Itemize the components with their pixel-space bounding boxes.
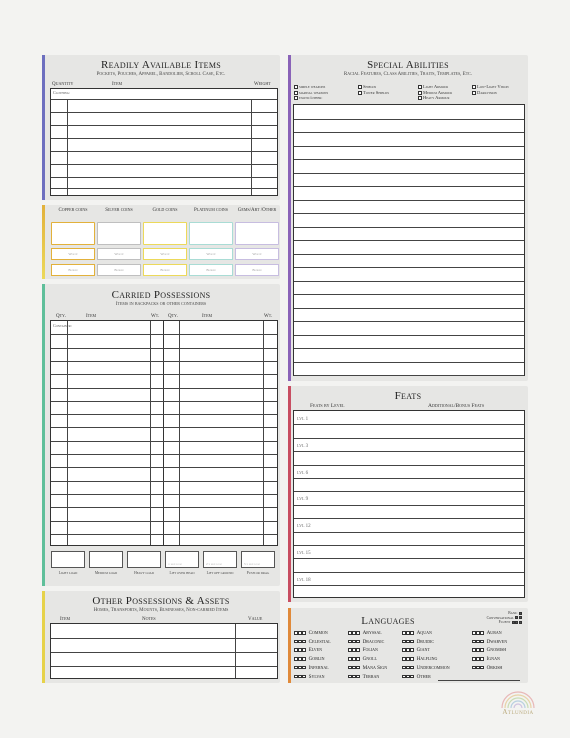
coins-panel xyxy=(42,205,280,279)
language-label: Aquan xyxy=(416,630,432,636)
load-hint: = max load xyxy=(168,562,182,566)
rainbow-arc-icon xyxy=(496,686,540,710)
language-item[interactable] xyxy=(472,656,500,662)
copper-weight[interactable]: Weight xyxy=(51,248,95,260)
legend-marks xyxy=(515,616,522,620)
language-label: Gnomish xyxy=(486,647,507,654)
language-label: Mana Sign xyxy=(362,664,388,671)
language-label: Draconic xyxy=(362,638,385,645)
language-item[interactable] xyxy=(294,665,329,671)
legend-label: Conversational xyxy=(486,615,514,620)
col-quantity: Quantity xyxy=(52,82,74,87)
language-item[interactable] xyxy=(472,639,507,645)
coin-header: Gems/Art /Other xyxy=(237,208,277,213)
feat-level-label: lvl 9 xyxy=(297,497,309,503)
checkbox[interactable] xyxy=(476,666,480,670)
checkbox[interactable] xyxy=(302,631,306,635)
language-item[interactable] xyxy=(402,665,450,671)
legend-marks xyxy=(519,611,523,615)
checkbox[interactable] xyxy=(472,648,476,652)
feats-grid[interactable] xyxy=(293,410,525,598)
panel-title: Carried Possessions xyxy=(111,289,211,301)
proficiency-label: Low-Light Vision xyxy=(477,84,509,89)
checkbox[interactable] xyxy=(406,675,410,679)
checkbox[interactable] xyxy=(294,631,298,635)
silver-field[interactable] xyxy=(97,222,141,245)
col-item: Item xyxy=(60,617,71,622)
checkbox[interactable] xyxy=(406,648,410,652)
checkbox[interactable] xyxy=(294,85,298,89)
checkbox[interactable] xyxy=(294,666,298,670)
coin-header: Copper coins xyxy=(58,208,88,213)
checkbox[interactable] xyxy=(294,96,298,100)
load-label: Light load xyxy=(58,571,78,575)
language-item[interactable] xyxy=(348,665,387,671)
col-qty: Qty. xyxy=(168,314,179,319)
load-label: Push or drag xyxy=(246,571,270,575)
language-label: Dwarven xyxy=(486,638,508,645)
col-notes: Notes xyxy=(142,617,156,622)
checkbox[interactable] xyxy=(298,657,302,661)
languages-panel xyxy=(288,608,528,683)
col-feats-by-level: Feats by Level xyxy=(310,403,345,409)
language-item[interactable] xyxy=(402,630,432,636)
checkbox[interactable] xyxy=(410,675,414,679)
checkbox[interactable] xyxy=(406,657,410,661)
checkbox[interactable] xyxy=(302,666,306,670)
checkbox[interactable] xyxy=(418,85,422,89)
checkbox[interactable] xyxy=(402,657,406,661)
checkbox[interactable] xyxy=(402,648,406,652)
coin-header: Platinum coins xyxy=(193,208,229,213)
language-label: Other xyxy=(416,673,431,680)
checkbox[interactable] xyxy=(472,631,476,635)
checkbox[interactable] xyxy=(294,91,298,95)
checkbox[interactable] xyxy=(298,675,302,679)
checkbox[interactable] xyxy=(476,648,480,652)
checkbox[interactable] xyxy=(348,640,352,644)
checkbox[interactable] xyxy=(356,648,360,652)
gems-banked[interactable]: Banked xyxy=(235,264,279,276)
panel-title: Readily Available Items xyxy=(100,59,221,71)
checkbox[interactable] xyxy=(480,648,484,652)
col-item: Item xyxy=(112,82,123,87)
checkbox[interactable] xyxy=(348,657,352,661)
checkbox[interactable] xyxy=(348,648,352,652)
checkbox[interactable] xyxy=(348,631,352,635)
col-bonus-feats: Additional/Bonus Feats xyxy=(428,403,485,409)
proficiency-label: Darkvision xyxy=(477,89,497,95)
gold-banked[interactable]: Banked xyxy=(143,264,187,276)
panel-title: Languages xyxy=(361,615,415,627)
col-item: Item xyxy=(86,314,97,319)
language-label: Sylvan xyxy=(308,673,325,680)
load-field[interactable] xyxy=(89,551,123,568)
special-abilities-panel xyxy=(288,55,528,381)
checkbox[interactable] xyxy=(472,666,476,670)
checkbox[interactable] xyxy=(480,640,484,644)
proficiency-item[interactable] xyxy=(294,95,323,101)
checkbox[interactable] xyxy=(410,640,414,644)
language-label: Goblin xyxy=(308,656,325,663)
panel-accent xyxy=(288,55,291,381)
load-field[interactable] xyxy=(165,551,199,568)
checkbox[interactable] xyxy=(302,640,306,644)
gold-weight[interactable]: Weight xyxy=(143,248,187,260)
proficiency-item[interactable] xyxy=(472,90,497,96)
panel-subtitle: Homes, Transports, Mounts, Businesses, Non-carried Items xyxy=(93,608,229,613)
platinum-weight[interactable]: Weight xyxy=(189,248,233,260)
copper-banked[interactable]: Banked xyxy=(51,264,95,276)
silver-weight[interactable]: Weight xyxy=(97,248,141,260)
platinum-banked[interactable]: Banked xyxy=(189,264,233,276)
language-item[interactable] xyxy=(472,665,502,671)
panel-subtitle: Pockets, Pouches, Apparel, Bandolier, Scroll Case, Etc. xyxy=(96,72,226,77)
checkbox[interactable] xyxy=(356,640,360,644)
panel-accent xyxy=(288,386,291,602)
checkbox[interactable] xyxy=(406,640,410,644)
brand-name: Atlundia xyxy=(502,708,534,716)
gems-field[interactable] xyxy=(235,222,279,245)
checkbox[interactable] xyxy=(302,648,306,652)
checkbox[interactable] xyxy=(476,640,480,644)
language-item[interactable] xyxy=(348,656,377,662)
checkbox[interactable] xyxy=(472,640,476,644)
proficiency-item[interactable] xyxy=(358,90,389,96)
language-item[interactable] xyxy=(472,630,502,636)
checkbox[interactable] xyxy=(356,675,360,679)
proficiency-label: Heavy Armour xyxy=(423,95,450,101)
copper-field[interactable] xyxy=(51,222,95,245)
checkbox[interactable] xyxy=(402,666,406,670)
checkbox[interactable] xyxy=(476,657,480,661)
checkbox[interactable] xyxy=(352,675,356,679)
load-label: Lift over head xyxy=(169,571,195,575)
readily-available-panel xyxy=(42,55,280,200)
load-field[interactable] xyxy=(241,551,275,568)
language-item[interactable] xyxy=(294,630,328,636)
col-item: Item xyxy=(202,314,213,319)
checkbox[interactable] xyxy=(472,85,476,89)
checkbox[interactable] xyxy=(410,631,414,635)
checkbox[interactable] xyxy=(476,631,480,635)
feat-level-label: lvl 3 xyxy=(297,443,309,449)
language-label: Folian xyxy=(362,647,378,654)
panel-subtitle: Items in backpacks or other containers xyxy=(115,302,207,307)
platinum-field[interactable] xyxy=(189,222,233,245)
col-wt: Wt. xyxy=(151,314,160,319)
brand-logo xyxy=(496,686,540,720)
language-item[interactable] xyxy=(294,647,322,653)
language-label: Halfling xyxy=(416,656,438,663)
checkbox[interactable] xyxy=(480,657,484,661)
legend-item xyxy=(466,620,522,625)
load-field[interactable] xyxy=(127,551,161,568)
language-label: Druidic xyxy=(416,638,435,645)
checkbox[interactable] xyxy=(294,675,298,679)
feat-level-label: lvl 1 xyxy=(297,417,309,422)
other-grid[interactable] xyxy=(50,623,278,679)
language-item[interactable] xyxy=(348,674,379,680)
language-label: Gnoll xyxy=(362,656,377,663)
carried-grid[interactable] xyxy=(50,320,278,546)
panel-title: Other Possessions & Assets xyxy=(92,595,230,607)
checkbox[interactable] xyxy=(298,640,302,644)
checkbox xyxy=(519,621,522,624)
proficiency-label: Medium Armour xyxy=(423,89,453,95)
proficiency-label: Shields xyxy=(363,84,377,89)
gems-weight[interactable]: Weight xyxy=(235,248,279,260)
feat-level-label: lvl 15 xyxy=(297,551,311,556)
checkbox[interactable] xyxy=(348,666,352,670)
clothing-label: Clothing: xyxy=(53,90,71,95)
col-value: Value xyxy=(248,617,263,622)
checkbox[interactable] xyxy=(348,675,352,679)
checkbox[interactable] xyxy=(352,648,356,652)
coin-header: Silver coins xyxy=(105,208,133,213)
language-label: Terran xyxy=(362,673,380,680)
container-label: Container: xyxy=(53,323,72,328)
panel-title: Feats xyxy=(394,390,422,402)
load-label: Lift off ground xyxy=(206,571,234,575)
checkbox[interactable] xyxy=(418,91,422,95)
proficiency-label: exotic/other: xyxy=(299,95,323,101)
other-language-line[interactable] xyxy=(438,680,520,681)
language-label: Celestial xyxy=(308,638,331,645)
language-item[interactable] xyxy=(294,674,325,680)
language-item[interactable] xyxy=(472,647,506,653)
coin-header: Gold coins xyxy=(152,208,178,213)
checkbox[interactable] xyxy=(358,85,362,89)
proficiency-label: martial weapons xyxy=(299,89,329,95)
checkbox[interactable] xyxy=(298,648,302,652)
language-item[interactable] xyxy=(402,674,431,680)
feats-panel xyxy=(288,386,528,602)
checkbox[interactable] xyxy=(410,657,414,661)
checkbox[interactable] xyxy=(356,657,360,661)
checkbox[interactable] xyxy=(480,631,484,635)
language-label: Orkish xyxy=(486,664,503,671)
checkbox[interactable] xyxy=(298,631,302,635)
gold-field[interactable] xyxy=(143,222,187,245)
col-qty: Qty. xyxy=(56,314,67,319)
checkbox[interactable] xyxy=(406,666,410,670)
legend-marks xyxy=(512,620,523,624)
legend-label: Fluent xyxy=(498,620,511,624)
feat-level-label: lvl 18 xyxy=(297,577,311,583)
load-label: Heavy load xyxy=(134,571,154,575)
checkbox xyxy=(519,612,522,615)
language-label: Ignan xyxy=(486,656,500,663)
other-possessions-panel xyxy=(42,591,280,683)
checkbox[interactable] xyxy=(472,91,476,95)
checkbox[interactable] xyxy=(402,675,406,679)
language-label: Infernal xyxy=(308,664,329,671)
checkbox[interactable] xyxy=(302,657,306,661)
proficiency-label: Tower Shields xyxy=(363,89,390,95)
language-item[interactable] xyxy=(402,647,430,653)
checkbox[interactable] xyxy=(418,96,422,100)
load-field[interactable] xyxy=(51,551,85,568)
load-field[interactable] xyxy=(203,551,237,568)
checkbox xyxy=(519,616,522,619)
proficiency-label: simple weapons xyxy=(299,84,326,89)
language-item[interactable] xyxy=(294,639,331,645)
panel-title: Special Abilities xyxy=(367,59,449,71)
language-label: Abyssal xyxy=(362,630,382,636)
language-label: Common xyxy=(308,630,328,636)
readily-grid[interactable] xyxy=(50,88,278,196)
checkbox[interactable] xyxy=(356,666,360,670)
checkbox[interactable] xyxy=(410,648,414,652)
checkbox[interactable] xyxy=(406,631,410,635)
checkbox[interactable] xyxy=(402,640,406,644)
checkbox[interactable] xyxy=(294,648,298,652)
feat-level-label: lvl 6 xyxy=(297,470,309,476)
checkbox[interactable] xyxy=(352,631,356,635)
legend-label: Basic xyxy=(508,611,518,615)
col-weight: Weight xyxy=(254,82,271,87)
checkbox[interactable] xyxy=(352,640,356,644)
carried-panel xyxy=(42,284,280,586)
language-label: Giant xyxy=(416,647,430,654)
language-label: Undercommon xyxy=(416,664,450,671)
checkbox[interactable] xyxy=(356,631,360,635)
checkbox[interactable] xyxy=(352,657,356,661)
proficiency-item[interactable] xyxy=(418,95,449,101)
feat-level-label: lvl 12 xyxy=(297,524,311,530)
panel-accent xyxy=(42,205,45,279)
panel-accent xyxy=(42,284,45,586)
language-item[interactable] xyxy=(294,656,325,662)
checkbox[interactable] xyxy=(294,657,298,661)
language-item[interactable] xyxy=(402,656,437,662)
proficiency-label: Light Armour xyxy=(423,84,449,89)
language-item[interactable] xyxy=(348,639,384,645)
checkbox[interactable] xyxy=(352,666,356,670)
checkbox[interactable] xyxy=(472,657,476,661)
checkbox[interactable] xyxy=(298,666,302,670)
language-item[interactable] xyxy=(402,639,434,645)
language-label: Elven xyxy=(308,647,323,654)
checkbox[interactable] xyxy=(402,631,406,635)
language-item[interactable] xyxy=(348,647,378,653)
panel-subtitle: Racial Features, Class Abilities, Traits, Templates, Etc. xyxy=(343,72,473,77)
checkbox[interactable] xyxy=(410,666,414,670)
checkbox[interactable] xyxy=(302,675,306,679)
load-label: Medium load xyxy=(94,571,118,575)
language-label: Auran xyxy=(486,630,502,636)
silver-banked[interactable]: Banked xyxy=(97,264,141,276)
checkbox[interactable] xyxy=(358,91,362,95)
checkbox[interactable] xyxy=(294,640,298,644)
load-hint: 2 x max load xyxy=(206,562,222,566)
checkbox[interactable] xyxy=(480,666,484,670)
col-wt: Wt. xyxy=(264,314,273,319)
special-grid[interactable] xyxy=(293,104,525,376)
load-hint: 5 x max load xyxy=(244,562,260,566)
language-item[interactable] xyxy=(348,630,382,636)
